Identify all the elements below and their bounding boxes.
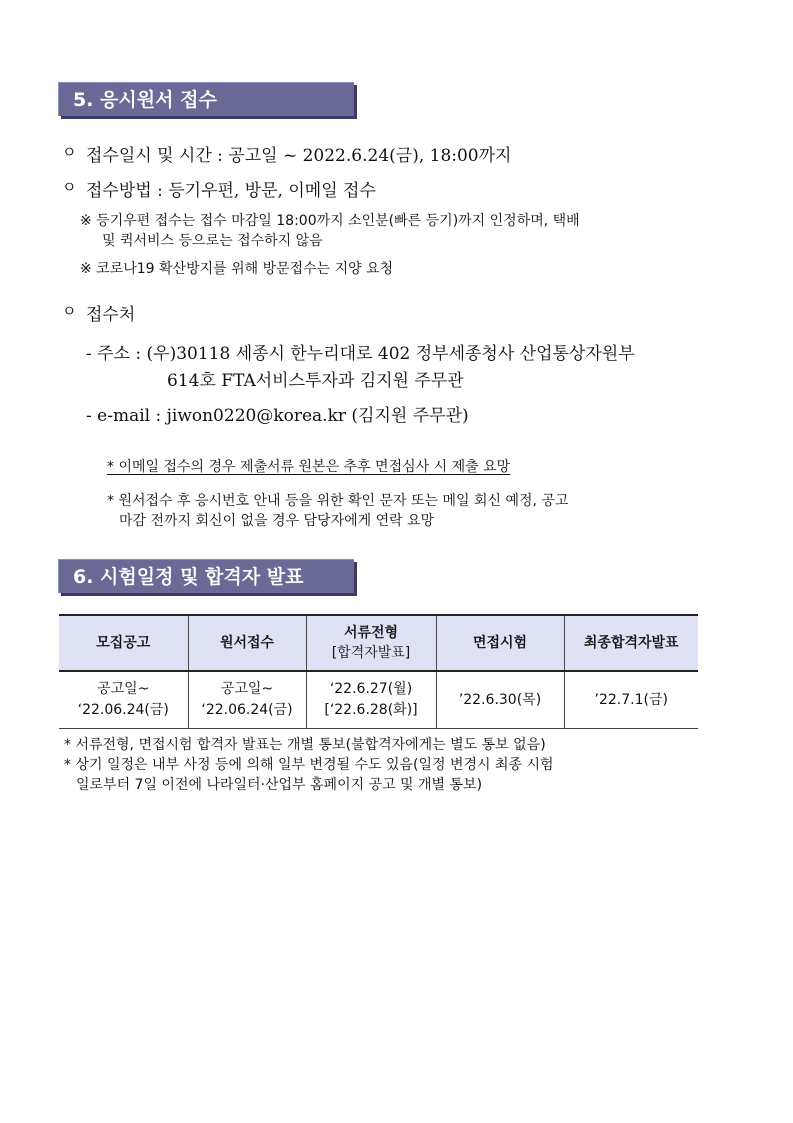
reception-method-text: 접수방법 : 등기우편, 방문, 이메일 접수 (86, 181, 376, 201)
cell-interview: ’22.6.30(목) (436, 671, 564, 729)
registered-mail-note-line2: 및 퀵서비스 등으로는 접수하지 않음 (102, 233, 323, 249)
cell-document-screening: ‘22.6.27(월) [‘22.6.28(화)] (306, 671, 436, 729)
footnote-schedule-change-line1: * 상기 일정은 내부 사정 등에 의해 일부 변경될 수도 있음(일정 변경시 최종 시험 (64, 757, 554, 773)
footnote-schedule-change (64, 755, 554, 795)
email-original-note-text: * 이메일 접수의 경우 제출서류 원본은 추후 면접심사 시 제출 요망 (107, 459, 511, 475)
header-document-screening: 서류전형 [합격자발표] (306, 615, 436, 671)
header-application: 원서접수 (188, 615, 306, 671)
circle-bullet-icon: ㅇ (62, 143, 77, 161)
cell-application: 공고일~ ‘22.06.24(금) (188, 671, 306, 729)
schedule-table (59, 614, 698, 729)
reception-place-text: 접수처 (86, 305, 136, 325)
confirmation-note-line1: * 원서접수 후 응시번호 안내 등을 위한 확인 문자 또는 메일 회신 예정, 공고 (107, 493, 569, 509)
email-line[interactable]: - e-mail : jiwon0220@korea.kr (김지원 주무관) (86, 406, 469, 426)
registered-mail-note-line1: ※ 등기우편 접수는 접수 마감일 18:00까지 소인분(빠른 등기)까지 인정하며, 택배 (80, 213, 580, 229)
registered-mail-note (80, 211, 580, 251)
covid-note-text: ※ 코로나19 확산방지를 위해 방문접수는 지양 요청 (80, 261, 394, 277)
address-line2: 614호 FTA서비스투자과 김지원 주무관 (167, 371, 464, 391)
header-pass-announcement: [합격자발표] (331, 645, 411, 661)
section-6-title: 6. 시험일정 및 합격자 발표 (73, 566, 304, 588)
cell-final-announcement: ’22.7.1(금) (564, 671, 698, 729)
reception-place-item (62, 300, 135, 325)
confirmation-note-line2: 마감 전까지 회신이 없을 경우 담당자에게 연락 요망 (119, 513, 435, 529)
reception-period-item (62, 141, 511, 166)
header-recruit-notice: 모집공고 (59, 615, 188, 671)
schedule-row (59, 671, 698, 729)
circle-bullet-icon: ㅇ (62, 302, 77, 320)
footnote-notification: * 서류전형, 면접시험 합격자 발표는 개별 통보(불합격자에게는 별도 통보 없음) (64, 737, 546, 753)
circle-bullet-icon: ㅇ (62, 178, 77, 196)
footnote-schedule-change-line2: 일로부터 7일 이전에 나라일터·산업부 홈페이지 공고 및 개별 통보) (76, 777, 483, 793)
section-6-header (58, 559, 354, 593)
covid-note (80, 259, 393, 279)
confirmation-note (107, 491, 569, 531)
section-5-title: 5. 응시원서 접수 (73, 89, 217, 111)
section-5-header (58, 82, 354, 116)
header-interview: 면접시험 (436, 615, 564, 671)
schedule-header-row (59, 615, 698, 671)
address-line1: - 주소 : (우)30118 세종시 한누리대로 402 정부세종청사 산업통상자원부 (86, 344, 635, 364)
cell-recruit-notice: 공고일~ ‘22.06.24(금) (59, 671, 188, 729)
reception-method-item (62, 176, 376, 201)
header-final-announcement: 최종합격자발표 (564, 615, 698, 671)
email-original-note (107, 457, 510, 477)
reception-period-text: 접수일시 및 시간 : 공고일 ~ 2022.6.24(금), 18:00까지 (86, 146, 512, 166)
